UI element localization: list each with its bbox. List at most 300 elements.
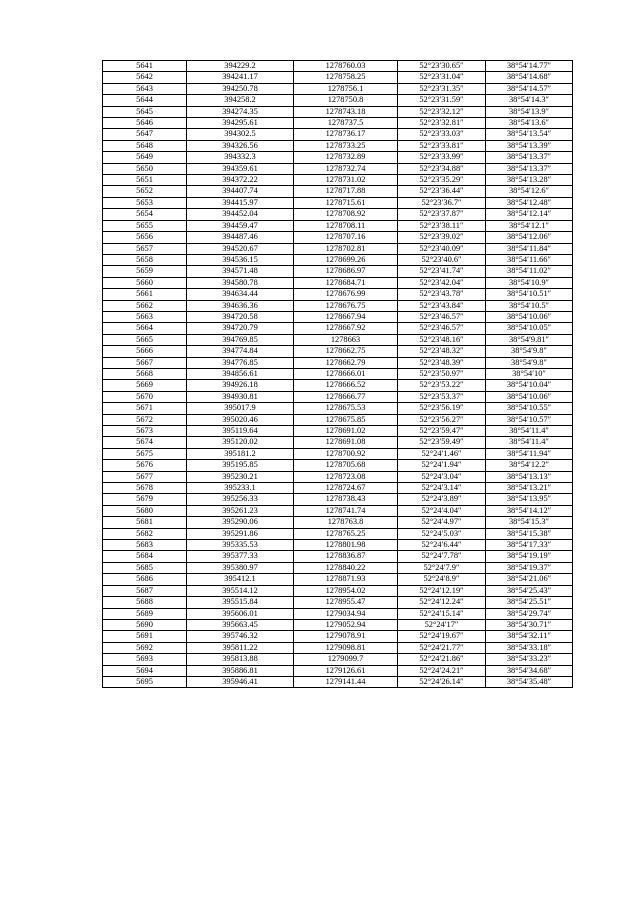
latitude-cell: 52°23′48.32″ bbox=[398, 346, 486, 357]
point-number-cell: 5651 bbox=[103, 175, 187, 186]
point-number-cell: 5641 bbox=[103, 61, 187, 72]
x-coordinate-cell: 394634.44 bbox=[187, 289, 294, 300]
y-coordinate-cell: 1278702.81 bbox=[294, 243, 398, 254]
point-number-cell: 5649 bbox=[103, 152, 187, 163]
x-coordinate-cell: 394926.18 bbox=[187, 380, 294, 391]
x-coordinate-cell: 395412.1 bbox=[187, 574, 294, 585]
latitude-cell: 52°23′32.12″ bbox=[398, 106, 486, 117]
table-row bbox=[103, 95, 573, 106]
x-coordinate-cell: 395256.33 bbox=[187, 494, 294, 505]
latitude-cell: 52°23′31.35″ bbox=[398, 83, 486, 94]
table-row bbox=[103, 426, 573, 437]
latitude-cell: 52°23′33.99″ bbox=[398, 152, 486, 163]
y-coordinate-cell: 1278736.17 bbox=[294, 129, 398, 140]
y-coordinate-cell: 1278836.87 bbox=[294, 551, 398, 562]
longitude-cell: 38°54′25.51″ bbox=[486, 597, 573, 608]
latitude-cell: 52°23′33.81″ bbox=[398, 140, 486, 151]
latitude-cell: 52°23′53.22″ bbox=[398, 380, 486, 391]
x-coordinate-cell: 394776.85 bbox=[187, 357, 294, 368]
latitude-cell: 52°23′32.81″ bbox=[398, 118, 486, 129]
y-coordinate-cell: 1278731.02 bbox=[294, 175, 398, 186]
point-number-cell: 5650 bbox=[103, 163, 187, 174]
longitude-cell: 38°54′12.6″ bbox=[486, 186, 573, 197]
x-coordinate-cell: 394372.22 bbox=[187, 175, 294, 186]
point-number-cell: 5666 bbox=[103, 346, 187, 357]
x-coordinate-cell: 394774.84 bbox=[187, 346, 294, 357]
y-coordinate-cell: 1278765.25 bbox=[294, 528, 398, 539]
y-coordinate-cell: 1278675.85 bbox=[294, 414, 398, 425]
table-row bbox=[103, 665, 573, 676]
longitude-cell: 38°54′33.18″ bbox=[486, 642, 573, 653]
latitude-cell: 52°24′8.9″ bbox=[398, 574, 486, 585]
y-coordinate-cell: 1278708.92 bbox=[294, 209, 398, 220]
point-number-cell: 5665 bbox=[103, 334, 187, 345]
y-coordinate-cell: 1279098.81 bbox=[294, 642, 398, 653]
table-row bbox=[103, 551, 573, 562]
x-coordinate-cell: 395119.64 bbox=[187, 426, 294, 437]
longitude-cell: 38°54′32.11″ bbox=[486, 631, 573, 642]
longitude-cell: 38°54′11.84″ bbox=[486, 243, 573, 254]
point-number-cell: 5679 bbox=[103, 494, 187, 505]
x-coordinate-cell: 395514.12 bbox=[187, 585, 294, 596]
latitude-cell: 52°23′30.65″ bbox=[398, 61, 486, 72]
table-row bbox=[103, 186, 573, 197]
latitude-cell: 52°23′36.44″ bbox=[398, 186, 486, 197]
table-row bbox=[103, 209, 573, 220]
latitude-cell: 52°24′4.04″ bbox=[398, 505, 486, 516]
coordinates-table bbox=[102, 60, 573, 688]
x-coordinate-cell: 394720.79 bbox=[187, 323, 294, 334]
y-coordinate-cell: 1279099.7 bbox=[294, 654, 398, 665]
y-coordinate-cell: 1278760.03 bbox=[294, 61, 398, 72]
latitude-cell: 52°24′15.14″ bbox=[398, 608, 486, 619]
table-row bbox=[103, 163, 573, 174]
point-number-cell: 5681 bbox=[103, 517, 187, 528]
point-number-cell: 5659 bbox=[103, 266, 187, 277]
table-row bbox=[103, 517, 573, 528]
latitude-cell: 52°23′33.03″ bbox=[398, 129, 486, 140]
point-number-cell: 5685 bbox=[103, 562, 187, 573]
x-coordinate-cell: 394856.61 bbox=[187, 368, 294, 379]
table-row bbox=[103, 220, 573, 231]
table-row bbox=[103, 106, 573, 117]
y-coordinate-cell: 1278741.74 bbox=[294, 505, 398, 516]
point-number-cell: 5657 bbox=[103, 243, 187, 254]
table-row bbox=[103, 140, 573, 151]
table-row bbox=[103, 277, 573, 288]
y-coordinate-cell: 1278801.98 bbox=[294, 540, 398, 551]
x-coordinate-cell: 394452.04 bbox=[187, 209, 294, 220]
longitude-cell: 38°54′35.48″ bbox=[486, 676, 573, 687]
point-number-cell: 5692 bbox=[103, 642, 187, 653]
longitude-cell: 38°54′15.3″ bbox=[486, 517, 573, 528]
point-number-cell: 5687 bbox=[103, 585, 187, 596]
y-coordinate-cell: 1278756.1 bbox=[294, 83, 398, 94]
point-number-cell: 5670 bbox=[103, 391, 187, 402]
longitude-cell: 38°54′13.37″ bbox=[486, 152, 573, 163]
point-number-cell: 5690 bbox=[103, 619, 187, 630]
longitude-cell: 38°54′34.68″ bbox=[486, 665, 573, 676]
x-coordinate-cell: 395230.21 bbox=[187, 471, 294, 482]
y-coordinate-cell: 1278666.77 bbox=[294, 391, 398, 402]
latitude-cell: 52°23′41.74″ bbox=[398, 266, 486, 277]
table-row bbox=[103, 414, 573, 425]
point-number-cell: 5682 bbox=[103, 528, 187, 539]
longitude-cell: 38°54′14.68″ bbox=[486, 72, 573, 83]
table-row bbox=[103, 631, 573, 642]
point-number-cell: 5674 bbox=[103, 437, 187, 448]
longitude-cell: 38°54′10.51″ bbox=[486, 289, 573, 300]
y-coordinate-cell: 1278707.16 bbox=[294, 232, 398, 243]
x-coordinate-cell: 395290.06 bbox=[187, 517, 294, 528]
longitude-cell: 38°54′12.14″ bbox=[486, 209, 573, 220]
point-number-cell: 5688 bbox=[103, 597, 187, 608]
latitude-cell: 52°24′7.9″ bbox=[398, 562, 486, 573]
y-coordinate-cell: 1278758.25 bbox=[294, 72, 398, 83]
latitude-cell: 52°23′43.78″ bbox=[398, 289, 486, 300]
longitude-cell: 38°54′10.04″ bbox=[486, 380, 573, 391]
longitude-cell: 38°54′14.3″ bbox=[486, 95, 573, 106]
latitude-cell: 52°23′38.11″ bbox=[398, 220, 486, 231]
table-row bbox=[103, 676, 573, 687]
x-coordinate-cell: 394359.61 bbox=[187, 163, 294, 174]
x-coordinate-cell: 395515.84 bbox=[187, 597, 294, 608]
point-number-cell: 5645 bbox=[103, 106, 187, 117]
latitude-cell: 52°23′39.02″ bbox=[398, 232, 486, 243]
x-coordinate-cell: 395291.86 bbox=[187, 528, 294, 539]
longitude-cell: 38°54′33.23″ bbox=[486, 654, 573, 665]
longitude-cell: 38°54′13.28″ bbox=[486, 175, 573, 186]
point-number-cell: 5673 bbox=[103, 426, 187, 437]
longitude-cell: 38°54′10.06″ bbox=[486, 311, 573, 322]
x-coordinate-cell: 395233.1 bbox=[187, 483, 294, 494]
table-row bbox=[103, 437, 573, 448]
latitude-cell: 52°23′31.04″ bbox=[398, 72, 486, 83]
point-number-cell: 5672 bbox=[103, 414, 187, 425]
point-number-cell: 5677 bbox=[103, 471, 187, 482]
longitude-cell: 38°54′10″ bbox=[486, 368, 573, 379]
x-coordinate-cell: 394769.85 bbox=[187, 334, 294, 345]
latitude-cell: 52°23′59.47″ bbox=[398, 426, 486, 437]
longitude-cell: 38°54′11.02″ bbox=[486, 266, 573, 277]
point-number-cell: 5661 bbox=[103, 289, 187, 300]
y-coordinate-cell: 1279052.94 bbox=[294, 619, 398, 630]
longitude-cell: 38°54′13.54″ bbox=[486, 129, 573, 140]
x-coordinate-cell: 395120.02 bbox=[187, 437, 294, 448]
y-coordinate-cell: 1278840.22 bbox=[294, 562, 398, 573]
latitude-cell: 52°23′42.04″ bbox=[398, 277, 486, 288]
y-coordinate-cell: 1278738.43 bbox=[294, 494, 398, 505]
y-coordinate-cell: 1278705.68 bbox=[294, 460, 398, 471]
y-coordinate-cell: 1278684.71 bbox=[294, 277, 398, 288]
point-number-cell: 5644 bbox=[103, 95, 187, 106]
latitude-cell: 52°24′6.44″ bbox=[398, 540, 486, 551]
longitude-cell: 38°54′11.4″ bbox=[486, 437, 573, 448]
latitude-cell: 52°24′3.89″ bbox=[398, 494, 486, 505]
latitude-cell: 52°23′48.16″ bbox=[398, 334, 486, 345]
point-number-cell: 5676 bbox=[103, 460, 187, 471]
latitude-cell: 52°23′37.87″ bbox=[398, 209, 486, 220]
table-row bbox=[103, 562, 573, 573]
point-number-cell: 5653 bbox=[103, 197, 187, 208]
latitude-cell: 52°23′34.88″ bbox=[398, 163, 486, 174]
point-number-cell: 5686 bbox=[103, 574, 187, 585]
longitude-cell: 38°54′9.8″ bbox=[486, 346, 573, 357]
point-number-cell: 5642 bbox=[103, 72, 187, 83]
latitude-cell: 52°24′24.21″ bbox=[398, 665, 486, 676]
table-row bbox=[103, 483, 573, 494]
y-coordinate-cell: 1278724.67 bbox=[294, 483, 398, 494]
point-number-cell: 5695 bbox=[103, 676, 187, 687]
table-row bbox=[103, 289, 573, 300]
x-coordinate-cell: 394302.5 bbox=[187, 129, 294, 140]
x-coordinate-cell: 394295.61 bbox=[187, 118, 294, 129]
latitude-cell: 52°24′7.78″ bbox=[398, 551, 486, 562]
table-row bbox=[103, 311, 573, 322]
latitude-cell: 52°24′5.03″ bbox=[398, 528, 486, 539]
longitude-cell: 38°54′11.66″ bbox=[486, 254, 573, 265]
y-coordinate-cell: 1278743.18 bbox=[294, 106, 398, 117]
table-row bbox=[103, 300, 573, 311]
latitude-cell: 52°23′36.7″ bbox=[398, 197, 486, 208]
table-row bbox=[103, 540, 573, 551]
longitude-cell: 38°54′10.9″ bbox=[486, 277, 573, 288]
latitude-cell: 52°24′19.67″ bbox=[398, 631, 486, 642]
x-coordinate-cell: 394241.17 bbox=[187, 72, 294, 83]
table-row bbox=[103, 642, 573, 653]
table-row bbox=[103, 528, 573, 539]
latitude-cell: 52°23′59.49″ bbox=[398, 437, 486, 448]
latitude-cell: 52°24′26.14″ bbox=[398, 676, 486, 687]
latitude-cell: 52°24′4.97″ bbox=[398, 517, 486, 528]
y-coordinate-cell: 1278955.47 bbox=[294, 597, 398, 608]
latitude-cell: 52°24′21.86″ bbox=[398, 654, 486, 665]
y-coordinate-cell: 1278667.92 bbox=[294, 323, 398, 334]
y-coordinate-cell: 1278700.92 bbox=[294, 448, 398, 459]
table-row bbox=[103, 118, 573, 129]
point-number-cell: 5671 bbox=[103, 403, 187, 414]
y-coordinate-cell: 1278666.01 bbox=[294, 368, 398, 379]
x-coordinate-cell: 394407.74 bbox=[187, 186, 294, 197]
latitude-cell: 52°23′53.37″ bbox=[398, 391, 486, 402]
longitude-cell: 38°54′19.37″ bbox=[486, 562, 573, 573]
point-number-cell: 5680 bbox=[103, 505, 187, 516]
x-coordinate-cell: 394258.2 bbox=[187, 95, 294, 106]
table-row bbox=[103, 403, 573, 414]
latitude-cell: 52°24′21.77″ bbox=[398, 642, 486, 653]
y-coordinate-cell: 1278686.97 bbox=[294, 266, 398, 277]
x-coordinate-cell: 395746.32 bbox=[187, 631, 294, 642]
point-number-cell: 5667 bbox=[103, 357, 187, 368]
x-coordinate-cell: 394415.97 bbox=[187, 197, 294, 208]
longitude-cell: 38°54′29.74″ bbox=[486, 608, 573, 619]
x-coordinate-cell: 394636.36 bbox=[187, 300, 294, 311]
longitude-cell: 38°54′10.55″ bbox=[486, 403, 573, 414]
table-row bbox=[103, 471, 573, 482]
longitude-cell: 38°54′13.6″ bbox=[486, 118, 573, 129]
table-row bbox=[103, 266, 573, 277]
point-number-cell: 5662 bbox=[103, 300, 187, 311]
x-coordinate-cell: 394720.58 bbox=[187, 311, 294, 322]
longitude-cell: 38°54′17.33″ bbox=[486, 540, 573, 551]
y-coordinate-cell: 1278676.75 bbox=[294, 300, 398, 311]
longitude-cell: 38°54′10.57″ bbox=[486, 414, 573, 425]
x-coordinate-cell: 395663.45 bbox=[187, 619, 294, 630]
table-row bbox=[103, 494, 573, 505]
x-coordinate-cell: 395261.23 bbox=[187, 505, 294, 516]
y-coordinate-cell: 1278732.74 bbox=[294, 163, 398, 174]
latitude-cell: 52°24′17″ bbox=[398, 619, 486, 630]
y-coordinate-cell: 1279078.91 bbox=[294, 631, 398, 642]
y-coordinate-cell: 1278737.5 bbox=[294, 118, 398, 129]
longitude-cell: 38°54′30.71″ bbox=[486, 619, 573, 630]
longitude-cell: 38°54′11.4″ bbox=[486, 426, 573, 437]
x-coordinate-cell: 394459.47 bbox=[187, 220, 294, 231]
longitude-cell: 38°54′13.37″ bbox=[486, 163, 573, 174]
table-row bbox=[103, 574, 573, 585]
table-row bbox=[103, 585, 573, 596]
longitude-cell: 38°54′10.06″ bbox=[486, 391, 573, 402]
point-number-cell: 5668 bbox=[103, 368, 187, 379]
latitude-cell: 52°23′31.59″ bbox=[398, 95, 486, 106]
x-coordinate-cell: 394536.15 bbox=[187, 254, 294, 265]
point-number-cell: 5689 bbox=[103, 608, 187, 619]
latitude-cell: 52°24′12.24″ bbox=[398, 597, 486, 608]
y-coordinate-cell: 1278676.99 bbox=[294, 289, 398, 300]
longitude-cell: 38°54′15.38″ bbox=[486, 528, 573, 539]
y-coordinate-cell: 1278663 bbox=[294, 334, 398, 345]
table-row bbox=[103, 357, 573, 368]
longitude-cell: 38°54′14.57″ bbox=[486, 83, 573, 94]
y-coordinate-cell: 1278662.79 bbox=[294, 357, 398, 368]
table-row bbox=[103, 368, 573, 379]
y-coordinate-cell: 1278699.26 bbox=[294, 254, 398, 265]
point-number-cell: 5656 bbox=[103, 232, 187, 243]
longitude-cell: 38°54′9.81″ bbox=[486, 334, 573, 345]
y-coordinate-cell: 1278708.11 bbox=[294, 220, 398, 231]
latitude-cell: 52°24′3.14″ bbox=[398, 483, 486, 494]
x-coordinate-cell: 394580.78 bbox=[187, 277, 294, 288]
longitude-cell: 38°54′12.06″ bbox=[486, 232, 573, 243]
latitude-cell: 52°24′3.04″ bbox=[398, 471, 486, 482]
x-coordinate-cell: 395813.88 bbox=[187, 654, 294, 665]
table-row bbox=[103, 175, 573, 186]
coordinates-table-body bbox=[103, 61, 573, 688]
point-number-cell: 5675 bbox=[103, 448, 187, 459]
x-coordinate-cell: 394250.78 bbox=[187, 83, 294, 94]
y-coordinate-cell: 1278733.25 bbox=[294, 140, 398, 151]
longitude-cell: 38°54′12.48″ bbox=[486, 197, 573, 208]
x-coordinate-cell: 394274.35 bbox=[187, 106, 294, 117]
point-number-cell: 5643 bbox=[103, 83, 187, 94]
y-coordinate-cell: 1279126.61 bbox=[294, 665, 398, 676]
table-row bbox=[103, 197, 573, 208]
table-row bbox=[103, 323, 573, 334]
latitude-cell: 52°23′43.84″ bbox=[398, 300, 486, 311]
latitude-cell: 52°23′48.39″ bbox=[398, 357, 486, 368]
longitude-cell: 38°54′21.06″ bbox=[486, 574, 573, 585]
point-number-cell: 5693 bbox=[103, 654, 187, 665]
table-row bbox=[103, 380, 573, 391]
table-row bbox=[103, 61, 573, 72]
y-coordinate-cell: 1278954.02 bbox=[294, 585, 398, 596]
latitude-cell: 52°23′46.57″ bbox=[398, 323, 486, 334]
y-coordinate-cell: 1278666.52 bbox=[294, 380, 398, 391]
point-number-cell: 5678 bbox=[103, 483, 187, 494]
x-coordinate-cell: 395946.41 bbox=[187, 676, 294, 687]
point-number-cell: 5646 bbox=[103, 118, 187, 129]
x-coordinate-cell: 394326.56 bbox=[187, 140, 294, 151]
x-coordinate-cell: 395017.9 bbox=[187, 403, 294, 414]
table-row bbox=[103, 129, 573, 140]
longitude-cell: 38°54′10.5″ bbox=[486, 300, 573, 311]
table-row bbox=[103, 243, 573, 254]
x-coordinate-cell: 395377.33 bbox=[187, 551, 294, 562]
x-coordinate-cell: 395606.01 bbox=[187, 608, 294, 619]
latitude-cell: 52°23′50.97″ bbox=[398, 368, 486, 379]
longitude-cell: 38°54′13.9″ bbox=[486, 106, 573, 117]
point-number-cell: 5654 bbox=[103, 209, 187, 220]
table-row bbox=[103, 83, 573, 94]
point-number-cell: 5664 bbox=[103, 323, 187, 334]
longitude-cell: 38°54′14.77″ bbox=[486, 61, 573, 72]
x-coordinate-cell: 395195.85 bbox=[187, 460, 294, 471]
y-coordinate-cell: 1278763.8 bbox=[294, 517, 398, 528]
y-coordinate-cell: 1278715.61 bbox=[294, 197, 398, 208]
point-number-cell: 5652 bbox=[103, 186, 187, 197]
latitude-cell: 52°23′40.6″ bbox=[398, 254, 486, 265]
point-number-cell: 5658 bbox=[103, 254, 187, 265]
y-coordinate-cell: 1279141.44 bbox=[294, 676, 398, 687]
point-number-cell: 5655 bbox=[103, 220, 187, 231]
table-row bbox=[103, 346, 573, 357]
y-coordinate-cell: 1278750.8 bbox=[294, 95, 398, 106]
y-coordinate-cell: 1278662.75 bbox=[294, 346, 398, 357]
latitude-cell: 52°23′56.27″ bbox=[398, 414, 486, 425]
longitude-cell: 38°54′13.13″ bbox=[486, 471, 573, 482]
longitude-cell: 38°54′13.95″ bbox=[486, 494, 573, 505]
x-coordinate-cell: 395020.46 bbox=[187, 414, 294, 425]
y-coordinate-cell: 1278691.02 bbox=[294, 426, 398, 437]
x-coordinate-cell: 395886.81 bbox=[187, 665, 294, 676]
table-row bbox=[103, 232, 573, 243]
x-coordinate-cell: 394229.2 bbox=[187, 61, 294, 72]
latitude-cell: 52°24′1.94″ bbox=[398, 460, 486, 471]
longitude-cell: 38°54′25.43″ bbox=[486, 585, 573, 596]
x-coordinate-cell: 394930.81 bbox=[187, 391, 294, 402]
latitude-cell: 52°24′1.46″ bbox=[398, 448, 486, 459]
x-coordinate-cell: 394571.48 bbox=[187, 266, 294, 277]
y-coordinate-cell: 1278871.93 bbox=[294, 574, 398, 585]
longitude-cell: 38°54′10.05″ bbox=[486, 323, 573, 334]
longitude-cell: 38°54′12.1″ bbox=[486, 220, 573, 231]
point-number-cell: 5648 bbox=[103, 140, 187, 151]
latitude-cell: 52°23′35.29″ bbox=[398, 175, 486, 186]
longitude-cell: 38°54′13.39″ bbox=[486, 140, 573, 151]
longitude-cell: 38°54′19.19″ bbox=[486, 551, 573, 562]
point-number-cell: 5691 bbox=[103, 631, 187, 642]
latitude-cell: 52°23′56.19″ bbox=[398, 403, 486, 414]
table-row bbox=[103, 597, 573, 608]
point-number-cell: 5683 bbox=[103, 540, 187, 551]
table-row bbox=[103, 254, 573, 265]
table-row bbox=[103, 152, 573, 163]
y-coordinate-cell: 1279034.94 bbox=[294, 608, 398, 619]
point-number-cell: 5669 bbox=[103, 380, 187, 391]
longitude-cell: 38°54′9.8″ bbox=[486, 357, 573, 368]
table-row bbox=[103, 448, 573, 459]
table-row bbox=[103, 334, 573, 345]
